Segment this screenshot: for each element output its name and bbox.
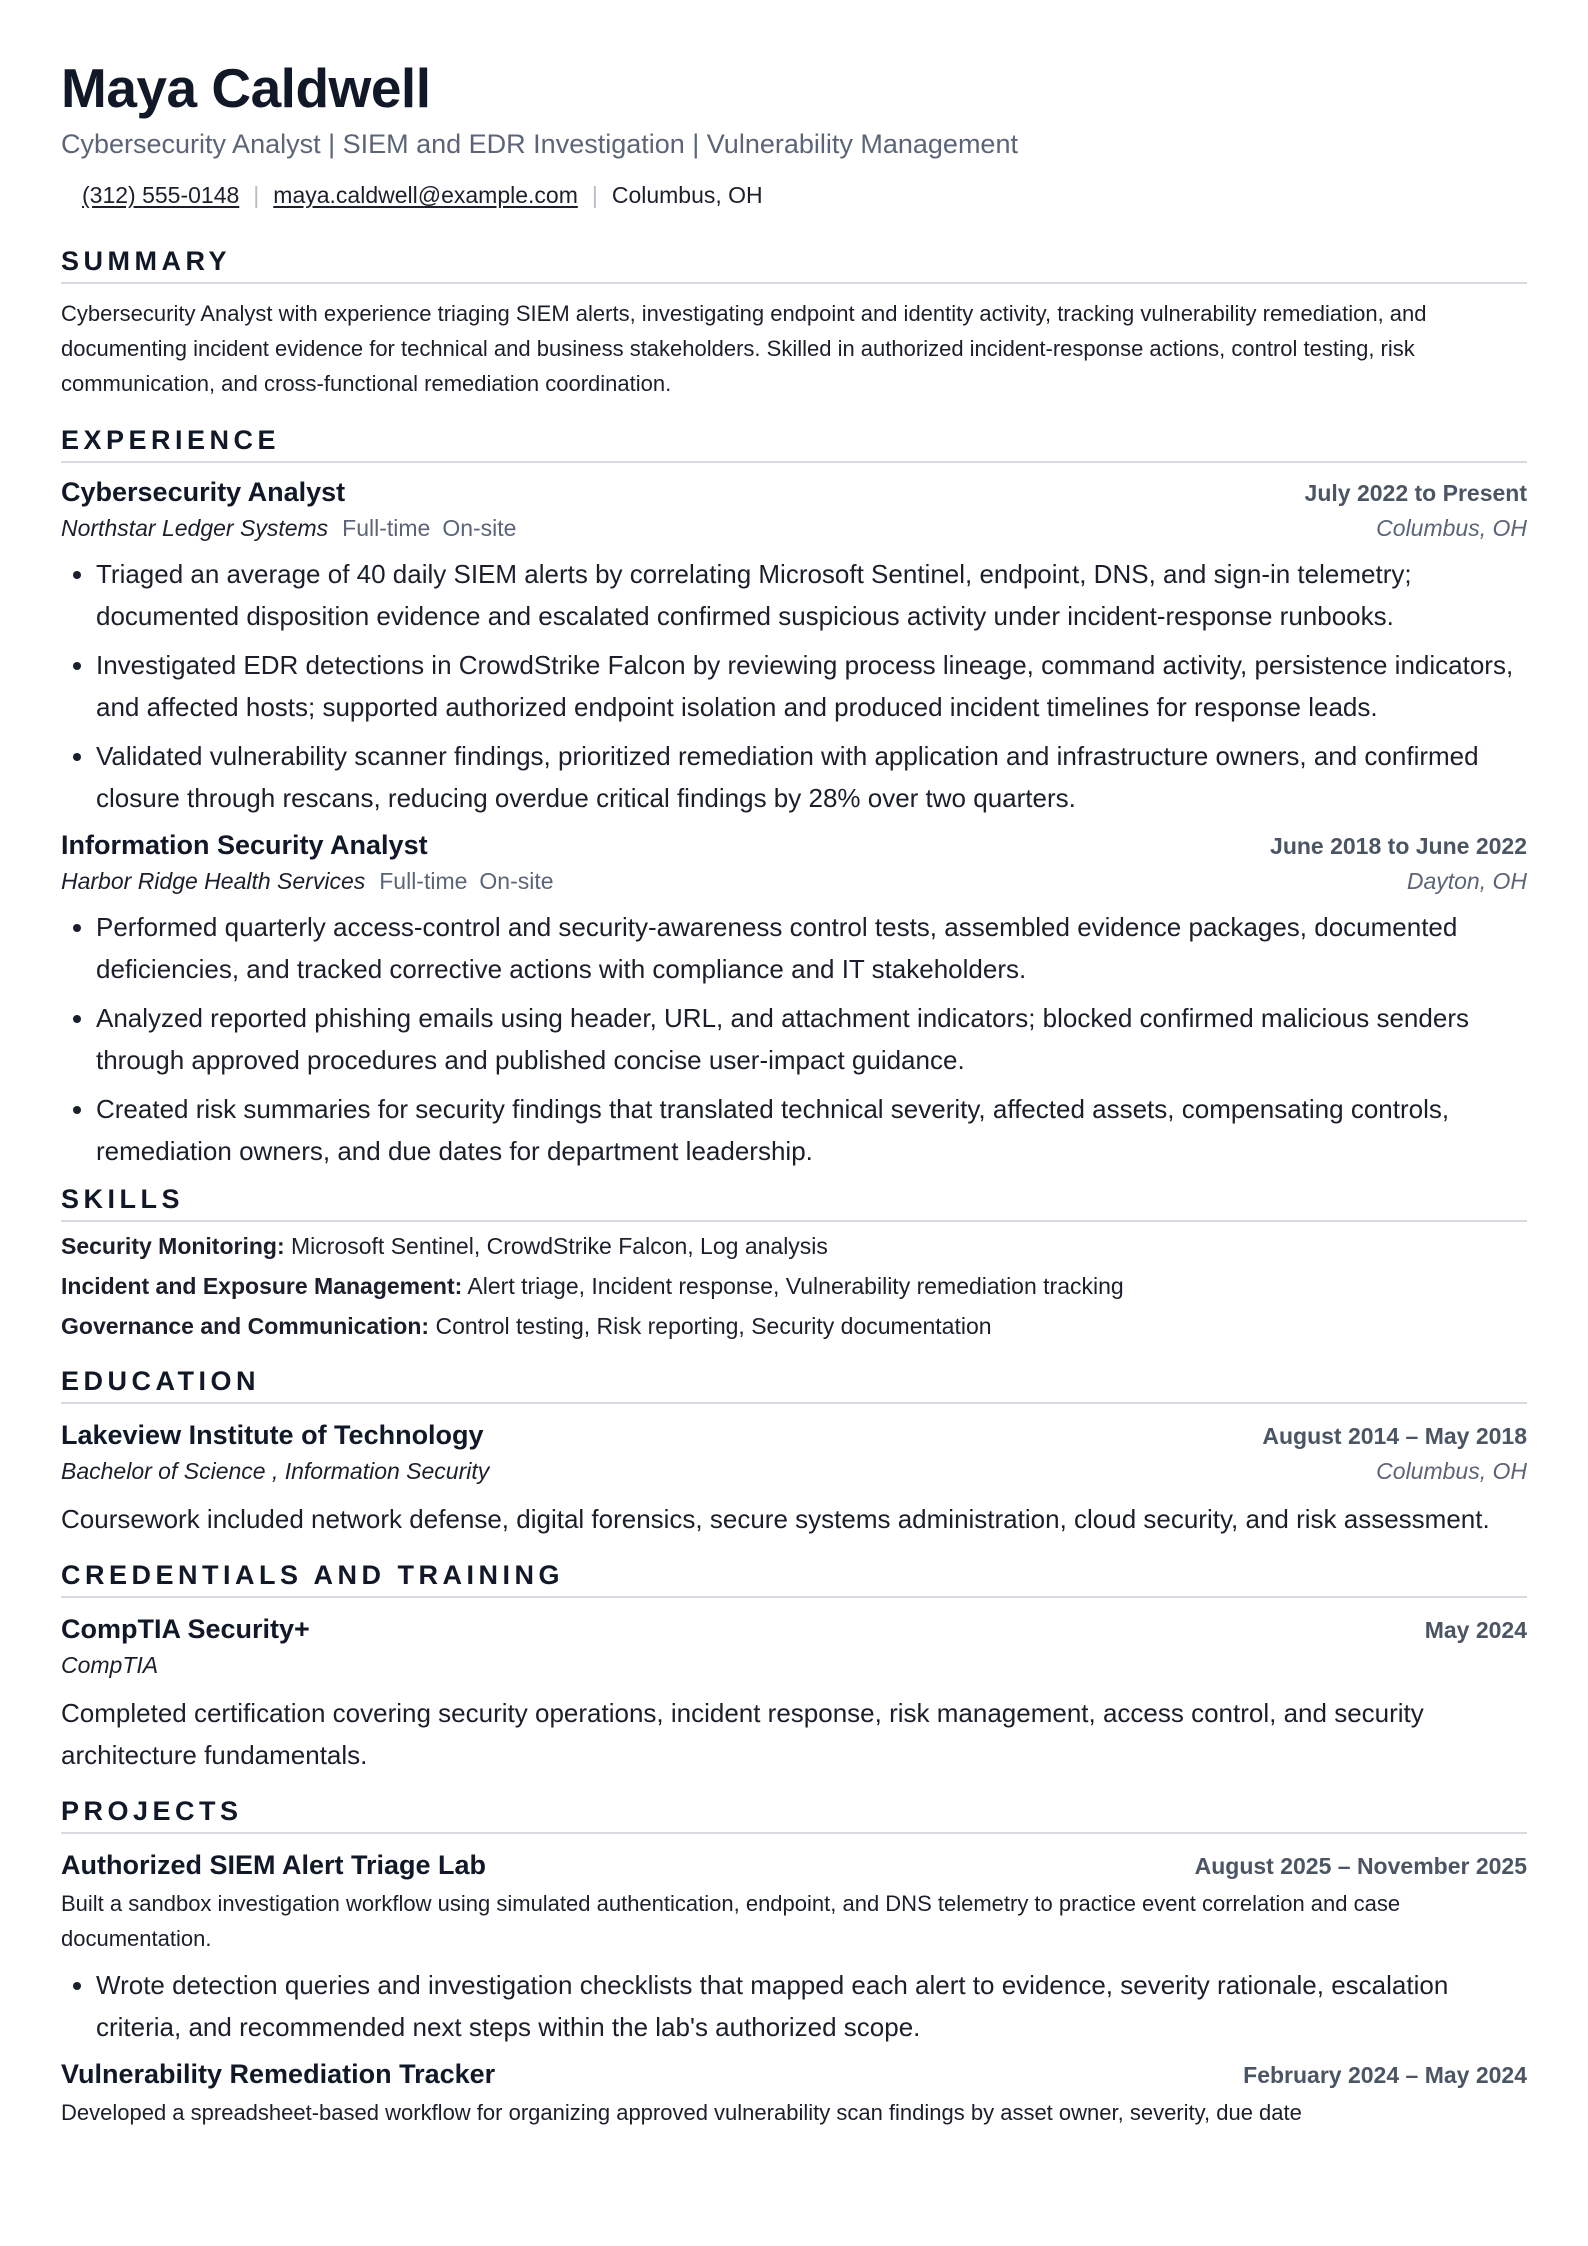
project-dates: August 2025 – November 2025 <box>1194 1853 1527 1879</box>
credential-description: Completed certification covering security operations, incident response, risk management, access control, and security architecture fundamentals. <box>61 1698 1424 1770</box>
section-title-skills: SKILLS <box>61 1182 1527 1222</box>
skill-row <box>61 1226 1527 1266</box>
project-description: Developed a spreadsheet-based workflow for organizing approved vulnerability scan findings by asset owner, severity, due date <box>61 2100 1302 2125</box>
credential-date: May 2024 <box>1424 1617 1527 1643</box>
section-title-credentials: CREDENTIALS AND TRAINING <box>61 1558 1527 1598</box>
credential-issuer: CompTIA <box>61 1652 159 1678</box>
project-dates: February 2024 – May 2024 <box>1243 2062 1527 2088</box>
section-title-education: EDUCATION <box>61 1364 1527 1404</box>
education-location: Columbus, OH <box>1376 1458 1527 1484</box>
education-entry <box>61 1416 1527 1540</box>
bullet-item: • Investigated EDR detections in CrowdStrike Falcon by reviewing process lineage, command activity, persistence indicators, and affected hosts; supported authorized endpoint isolation and produced incident timelines for response leads. <box>96 644 1527 728</box>
contact-separator: | <box>253 182 260 208</box>
job-type: Full-time <box>379 868 468 894</box>
job-role: Cybersecurity Analyst <box>61 477 346 507</box>
project-entry <box>61 2055 1527 2130</box>
job-role: Information Security Analyst <box>61 830 428 860</box>
job-dates: July 2022 to Present <box>1304 480 1527 506</box>
skill-row <box>61 1306 1527 1346</box>
contact-separator: | <box>591 182 598 208</box>
job-dates: June 2018 to June 2022 <box>1270 833 1527 859</box>
skill-value: Microsoft Sentinel, CrowdStrike Falcon, Log analysis <box>291 1233 828 1259</box>
project-name: Authorized SIEM Alert Triage Lab <box>61 1850 487 1880</box>
credentials-section <box>61 1558 1527 1776</box>
job-entry <box>61 826 1527 1172</box>
job-bullets <box>61 553 1527 819</box>
bullet-item: • Triaged an average of 40 daily SIEM alerts by correlating Microsoft Sentinel, endpoint, DNS, and sign-in telemetry; documented disposition evidence and escalated confirmed suspicious activity under incident-response runbooks. <box>96 553 1527 637</box>
experience-section <box>61 423 1527 1172</box>
job-type: Full-time <box>342 515 431 541</box>
bullet-item: • Validated vulnerability scanner findings, prioritized remediation with application and infrastructure owners, and confirmed closure through rescans, reducing overdue critical findings by 28% over two quarters. <box>96 735 1527 819</box>
job-location: Columbus, OH <box>1376 515 1527 541</box>
skill-label: Governance and Communication: <box>61 1313 430 1339</box>
location: Columbus, OH <box>611 182 763 208</box>
job-company: Harbor Ridge Health Services <box>61 868 366 894</box>
job-bullets <box>61 906 1527 1172</box>
job-mode: On-site <box>479 868 554 894</box>
skill-label: Incident and Exposure Management: <box>61 1273 463 1299</box>
job-company: Northstar Ledger Systems <box>61 515 329 541</box>
skills-section <box>61 1182 1527 1346</box>
job-entry <box>61 473 1527 819</box>
skill-value: Alert triage, Incident response, Vulnerability remediation tracking <box>467 1273 1124 1299</box>
project-bullets <box>61 1964 1527 2048</box>
project-description: Built a sandbox investigation workflow using simulated authentication, endpoint, and DNS telemetry to practice event correlation and case documentation. <box>61 1891 1401 1951</box>
bullet-item: • Performed quarterly access-control and security-awareness control tests, assembled evidence packages, documented deficiencies, and tracked corrective actions with compliance and IT stakeholders. <box>96 906 1527 990</box>
skill-label: Security Monitoring: <box>61 1233 285 1259</box>
credential-name: CompTIA Security+ <box>61 1614 310 1644</box>
school-name: Lakeview Institute of Technology <box>61 1420 484 1450</box>
education-dates: August 2014 – May 2018 <box>1262 1423 1527 1449</box>
summary-section <box>61 244 1527 401</box>
education-section <box>61 1364 1527 1540</box>
bullet-item: • Analyzed reported phishing emails using header, URL, and attachment indicators; blocked confirmed malicious senders through approved procedures and published concise user-impact guidance. <box>96 997 1527 1081</box>
section-title-summary: SUMMARY <box>61 244 1527 284</box>
section-title-projects: PROJECTS <box>61 1794 1527 1834</box>
job-mode: On-site <box>442 515 517 541</box>
project-name: Vulnerability Remediation Tracker <box>61 2059 496 2089</box>
contact-line <box>61 180 1527 210</box>
skill-row <box>61 1266 1527 1306</box>
candidate-name: Maya Caldwell <box>61 57 431 119</box>
credential-entry <box>61 1610 1527 1776</box>
project-entry <box>61 1846 1527 2048</box>
job-location: Dayton, OH <box>1406 868 1527 894</box>
skill-value: Control testing, Risk reporting, Security documentation <box>435 1313 992 1339</box>
projects-section <box>61 1794 1527 2130</box>
bullet-item: • Created risk summaries for security findings that translated technical severity, affected assets, compensating controls, remediation owners, and due dates for department leadership. <box>96 1088 1527 1172</box>
phone-link[interactable]: (312) 555-0148 <box>82 182 240 208</box>
summary-text: Cybersecurity Analyst with experience triaging SIEM alerts, investigating endpoint and identity activity, tracking vulnerability remediation, and documenting incident evidence for technical and business stakeholders. Skilled in authorized incident-response actions, control testing, risk communication, and cross-functional remediation coordination. <box>61 301 1427 396</box>
bullet-item: • Wrote detection queries and investigation checklists that mapped each alert to evidence, severity rationale, escalation criteria, and recommended next steps within the lab's authorized scope. <box>96 1964 1527 2048</box>
email-link[interactable]: maya.caldwell@example.com <box>273 182 578 208</box>
headline: Cybersecurity Analyst | SIEM and EDR Investigation | Vulnerability Management <box>61 129 1018 159</box>
education-description: Coursework included network defense, digital forensics, secure systems administration, cloud security, and risk assessment. <box>61 1504 1490 1534</box>
section-title-experience: EXPERIENCE <box>61 423 1527 463</box>
degree: Bachelor of Science , Information Security <box>61 1458 490 1484</box>
